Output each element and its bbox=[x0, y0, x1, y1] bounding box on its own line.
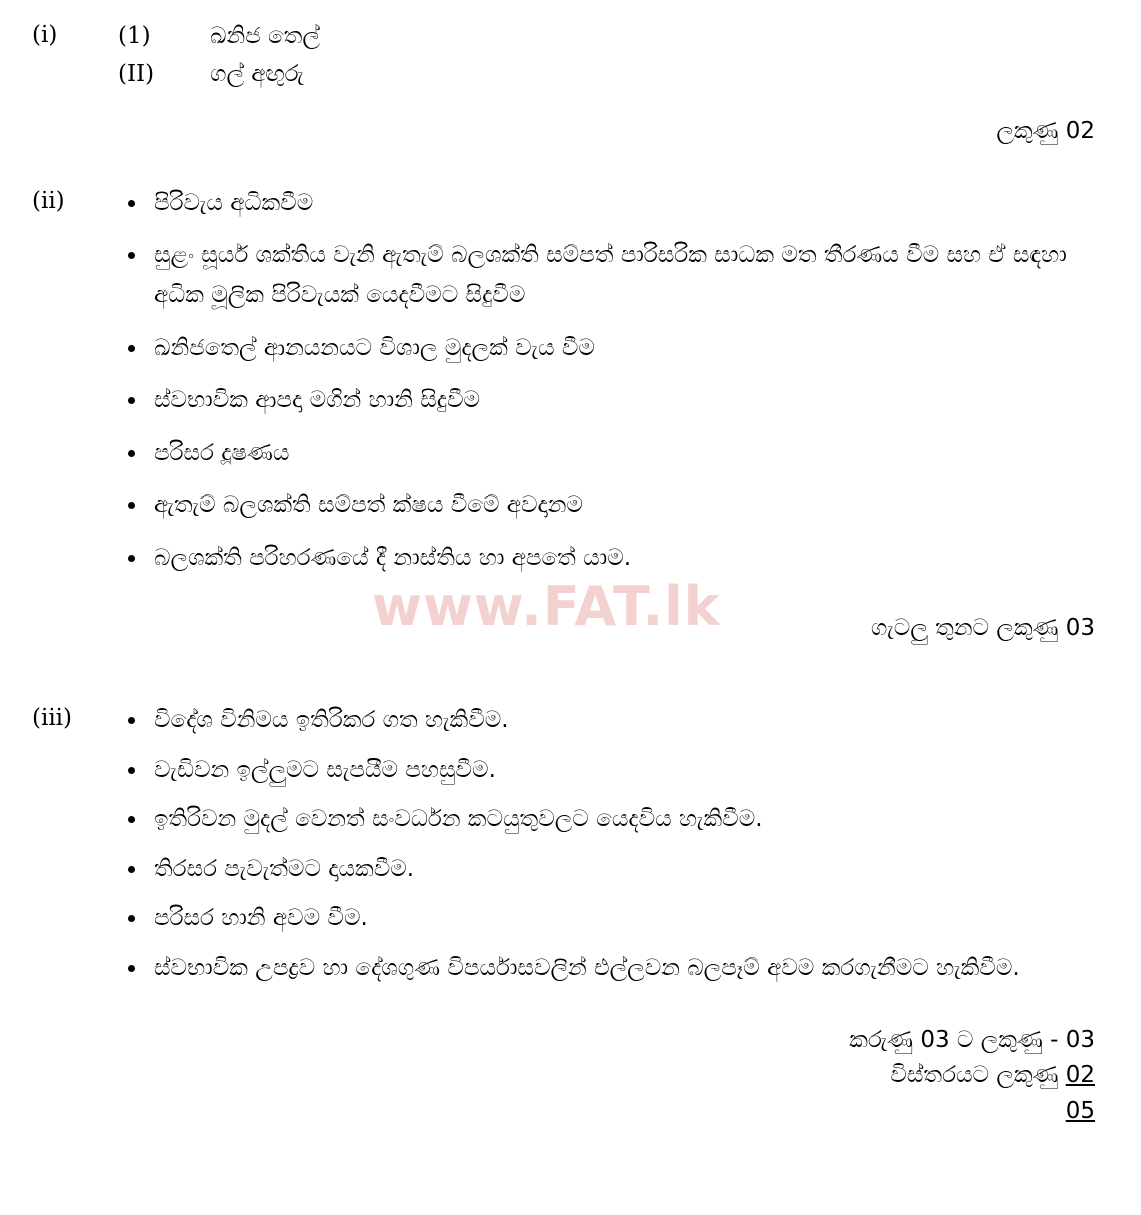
list-item: බලශක්ති පරිහරණයේ දී නාස්තිය හා අපතේ යාම. bbox=[118, 539, 1103, 579]
marks-section-i: ලකුණු 02 bbox=[996, 117, 1095, 144]
section-iii bbox=[28, 701, 1103, 998]
bullet-list-ii bbox=[118, 184, 1103, 578]
numbered-item-label: (II) bbox=[118, 60, 155, 87]
section-body-i bbox=[118, 18, 1103, 94]
list-item: තිරසර පැවැත්මට දායකවීම. bbox=[118, 850, 1103, 890]
list-item: පරිසර හානි අවම වීම. bbox=[118, 899, 1103, 939]
marks-total-value: 05 bbox=[1065, 1097, 1095, 1124]
page-content bbox=[28, 18, 1103, 1129]
numbered-item-text: ඛනිජ තෙල් bbox=[210, 23, 320, 49]
list-item: ස්වභාවික උපද්‍රව හා දේශගුණ විපර්යාසවලින් එල්ලවන බලපෑම් අවම කරගැනීමට හැකිවීම. bbox=[118, 949, 1103, 989]
list-item: ඇතැම් බලශක්ති සම්පත් ක්ෂය වීමේ අවදානම bbox=[118, 486, 1103, 526]
list-item: වැඩිවන ඉල්ලුමට සැපයීම පහසුවීම. bbox=[118, 751, 1103, 791]
list-item: ස්වභාවික ආපදා මගින් හානි සිදුවීම bbox=[118, 381, 1103, 421]
list-item: විදේශ විනිමය ඉතිරිකර ගත හැකිවීම. bbox=[118, 701, 1103, 741]
list-item: ඉතිරිවන මුදල් වෙනත් සංවර්ධන කටයුතුවලට යෙදවිය හැකිවීම. bbox=[118, 800, 1103, 840]
section-i bbox=[28, 18, 1103, 94]
numbered-item-text: ගල් අඟුරු bbox=[210, 60, 304, 87]
section-label-i: (i) bbox=[32, 22, 58, 48]
marks-section-iii-total bbox=[28, 1094, 1103, 1130]
marks-section-iii-line1: කරුණු 03 ට ලකුණු - 03 bbox=[849, 1026, 1095, 1053]
section-ii bbox=[28, 184, 1103, 591]
watermark-text: www.FAT.lk bbox=[372, 575, 721, 638]
marks-line2-text: විස්තරයට ලකුණු bbox=[890, 1062, 1066, 1089]
numbered-item bbox=[118, 56, 1103, 94]
section-label-ii: (ii) bbox=[32, 187, 65, 214]
bullet-list-iii bbox=[118, 701, 1103, 988]
numbered-item bbox=[118, 18, 1103, 56]
list-item: ඛනිජතෙල් ආනයනයට විශාල මුදලක් වැය වීම bbox=[118, 329, 1103, 369]
section-label-iii: (iii) bbox=[32, 705, 73, 732]
marks-section-iii-line2 bbox=[28, 1058, 1103, 1094]
marks-section-ii: ගැටලු තුනට ලකුණු 03 bbox=[870, 615, 1095, 642]
list-item: සුළං සූර්ය ශක්තිය වැනි ඇතැම් බලශක්ති සම්පත් පාරිසරික සාධක මත තීරණය වීම සහ ඒ සඳහා අධික මූලික පිරිවැයක් යෙදවීමට සිදුවීම bbox=[118, 236, 1103, 315]
section-body-iii bbox=[118, 701, 1103, 998]
numbered-item-label: (1) bbox=[118, 23, 151, 49]
section-body-ii bbox=[118, 184, 1103, 591]
list-item: පරිසර දූෂණය bbox=[118, 434, 1103, 474]
list-item: පිරිවැය අධිකවීම bbox=[118, 184, 1103, 224]
marks-line2-value: 02 bbox=[1065, 1062, 1095, 1089]
